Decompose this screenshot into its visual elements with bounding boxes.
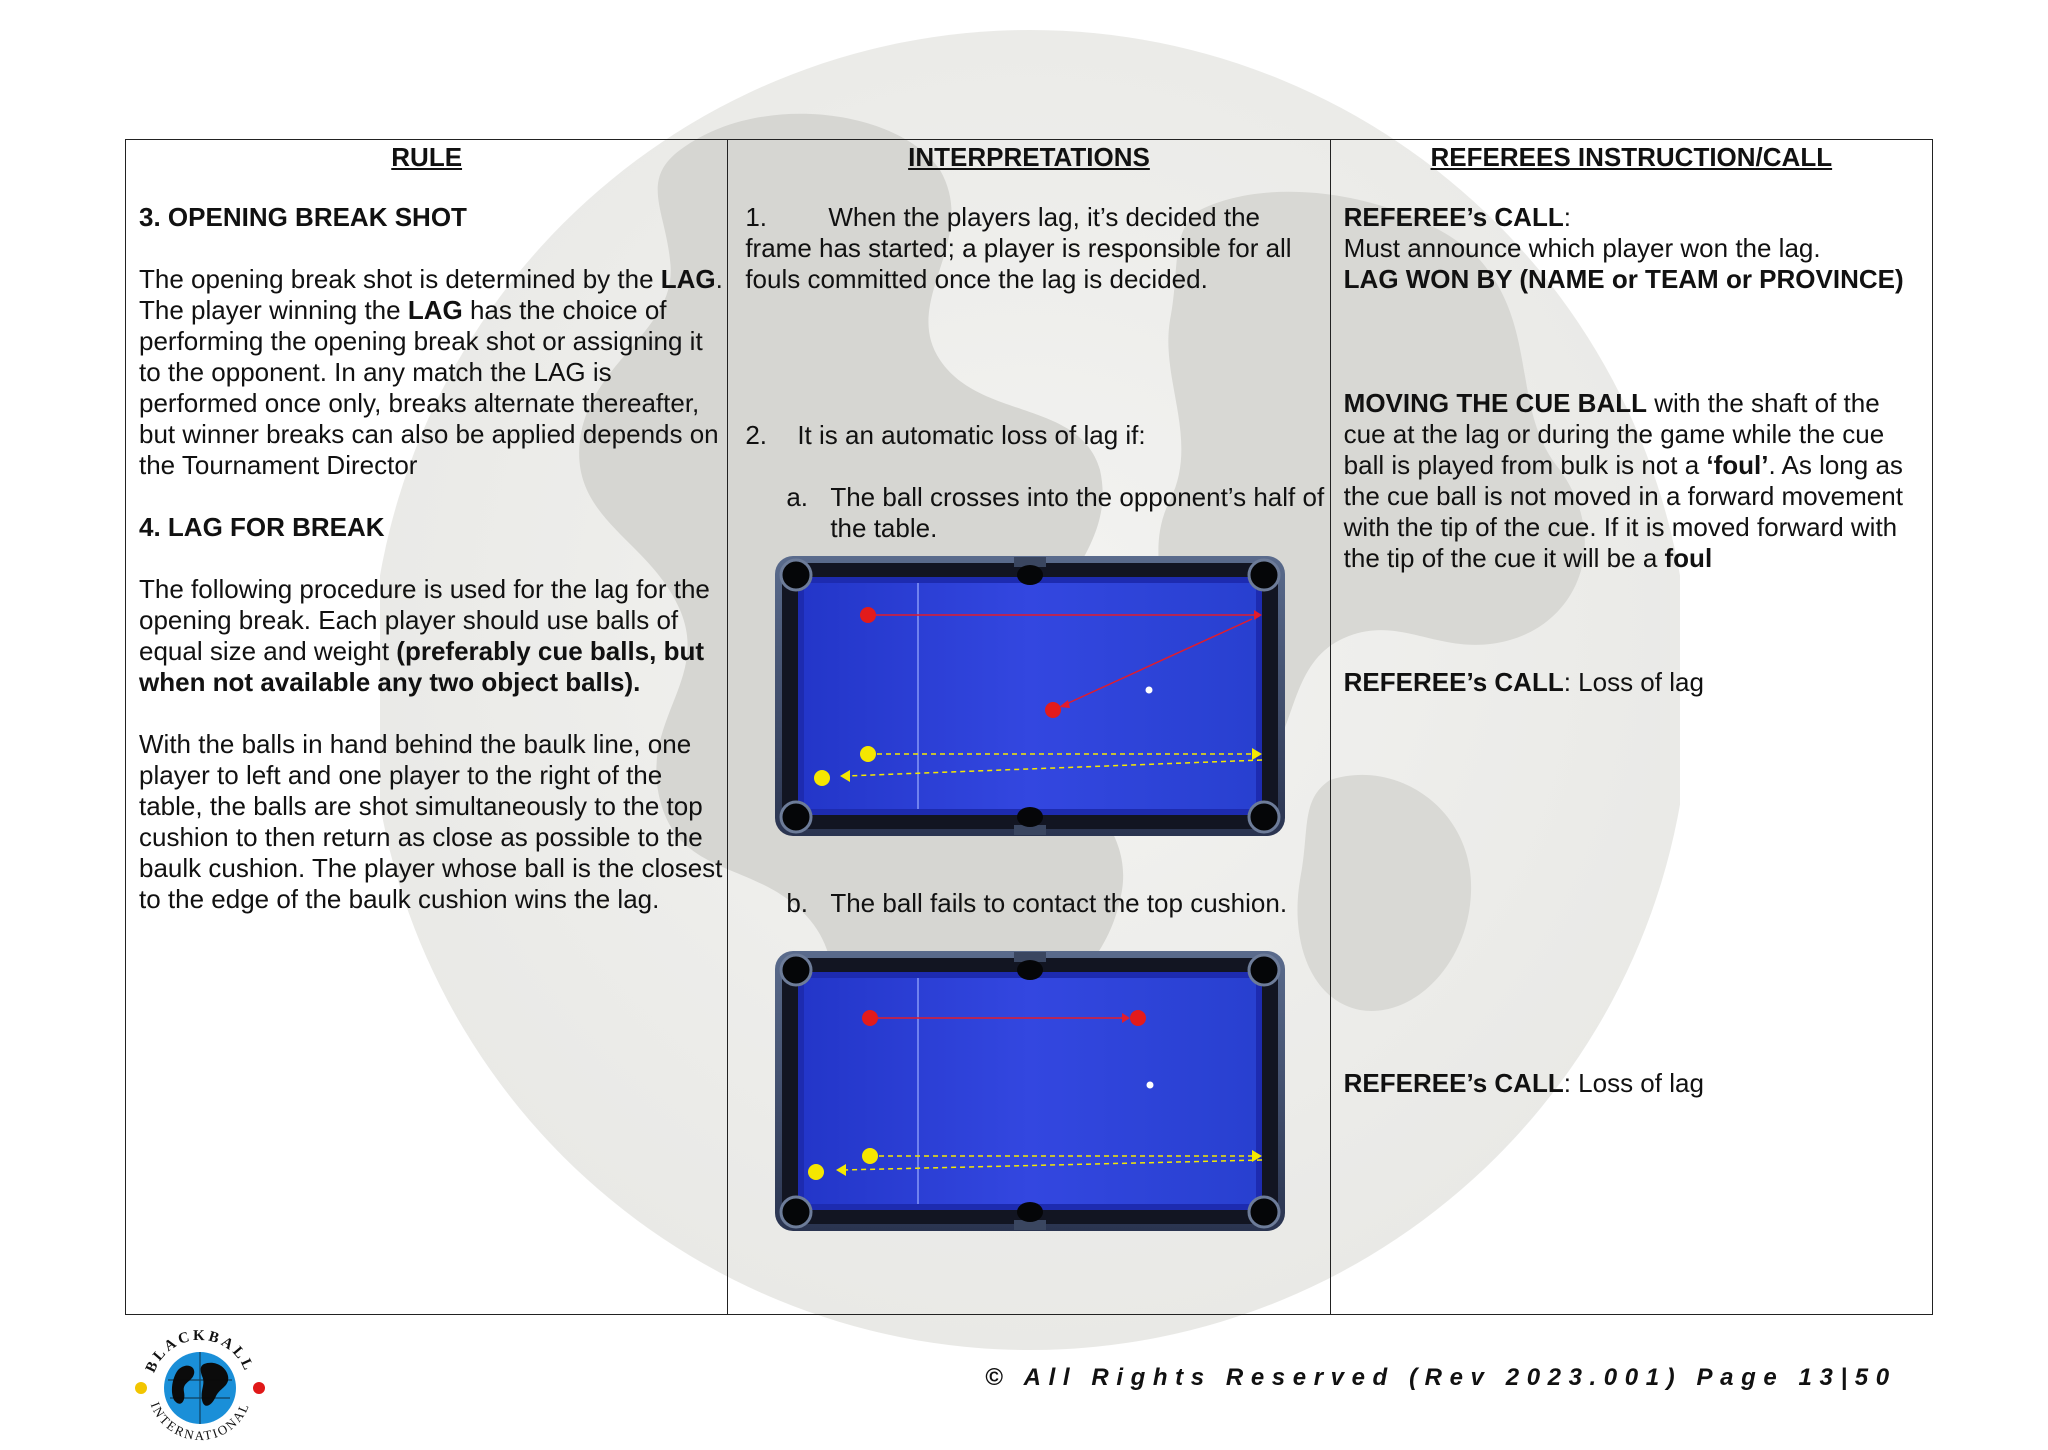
section-4-title: 4. LAG FOR BREAK (139, 512, 385, 542)
item-2-text: It is an automatic loss of lag if: (797, 420, 1146, 450)
moving-cue-ball-paragraph: MOVING THE CUE BALL with the shaft of the cue at the lag or during the game while the cue ball is played from bulk is not a ‘foul’. As long as the cue ball is not moved in a forward movement with the tip of the cue. If it is moved forward with the tip of the cue it will be a foul (1343, 388, 1903, 573)
rule-column (126, 140, 727, 1314)
pool-table-diagram-b (774, 950, 1286, 1232)
interpretations-header: INTERPRETATIONS (908, 142, 1150, 172)
lag-method-paragraph: With the balls in hand behind the baulk line, one player to left and one player to the right of the table, the balls are shot simultaneously to the top cushion to then return as close as possible to the baulk cushion. The player whose ball is the closest to the edge of the baulk cushion wins the lag. (139, 729, 723, 914)
item-a-label: a. (786, 482, 809, 512)
section-3-title: 3. OPENING BREAK SHOT (139, 202, 467, 232)
interpretations-column (727, 140, 1329, 1314)
item-a-text: The ball crosses into the opponent’s half of the table. (830, 482, 1325, 543)
referee-call-announce: REFEREE’s CALL: Must announce which player won the lag. LAG WON BY (NAME or TEAM or PROVINCE) (1343, 202, 1904, 294)
rules-table (125, 139, 1933, 1315)
item-1-text: When the players lag, it’s decided the frame has started; a player is responsible for all fouls committed once the lag is decided. (745, 202, 1292, 294)
item-2-number: 2. (745, 420, 768, 450)
referee-call-loss-a: REFEREE’s CALL: Loss of lag (1343, 667, 1704, 697)
rule-header: RULE (391, 142, 463, 172)
referee-call-loss-b: REFEREE’s CALL: Loss of lag (1343, 1068, 1704, 1098)
lag-procedure-paragraph: The following procedure is used for the lag for the opening break. Each player should use balls of equal size and weight (preferably cue balls, but when not available any two object balls). (139, 574, 710, 697)
referee-header: REFEREES INSTRUCTION/CALL (1430, 142, 1833, 172)
blackball-international-logo (130, 1318, 270, 1450)
pool-table-diagram-a (774, 555, 1286, 837)
item-b-text: The ball fails to contact the top cushion. (830, 888, 1288, 918)
opening-break-paragraph: The opening break shot is determined by the LAG. The player winning the LAG has the choice of performing the opening break shot or assigning it to the opponent. In any match the LAG is performed once only, breaks alternate thereafter, but winner breaks can also be applied depends on the Tournament Director (139, 264, 723, 480)
logo-text-bottom: INTERNATIONAL (147, 1399, 253, 1444)
item-1-number: 1. (745, 202, 768, 232)
footer-copyright: © All Rights Reserved (Rev 2023.001) Page 13|50 (985, 1364, 1897, 1391)
item-b-label: b. (786, 888, 809, 918)
referee-column (1330, 140, 1932, 1314)
logo-text-top: BLACKBALL (142, 1327, 258, 1376)
